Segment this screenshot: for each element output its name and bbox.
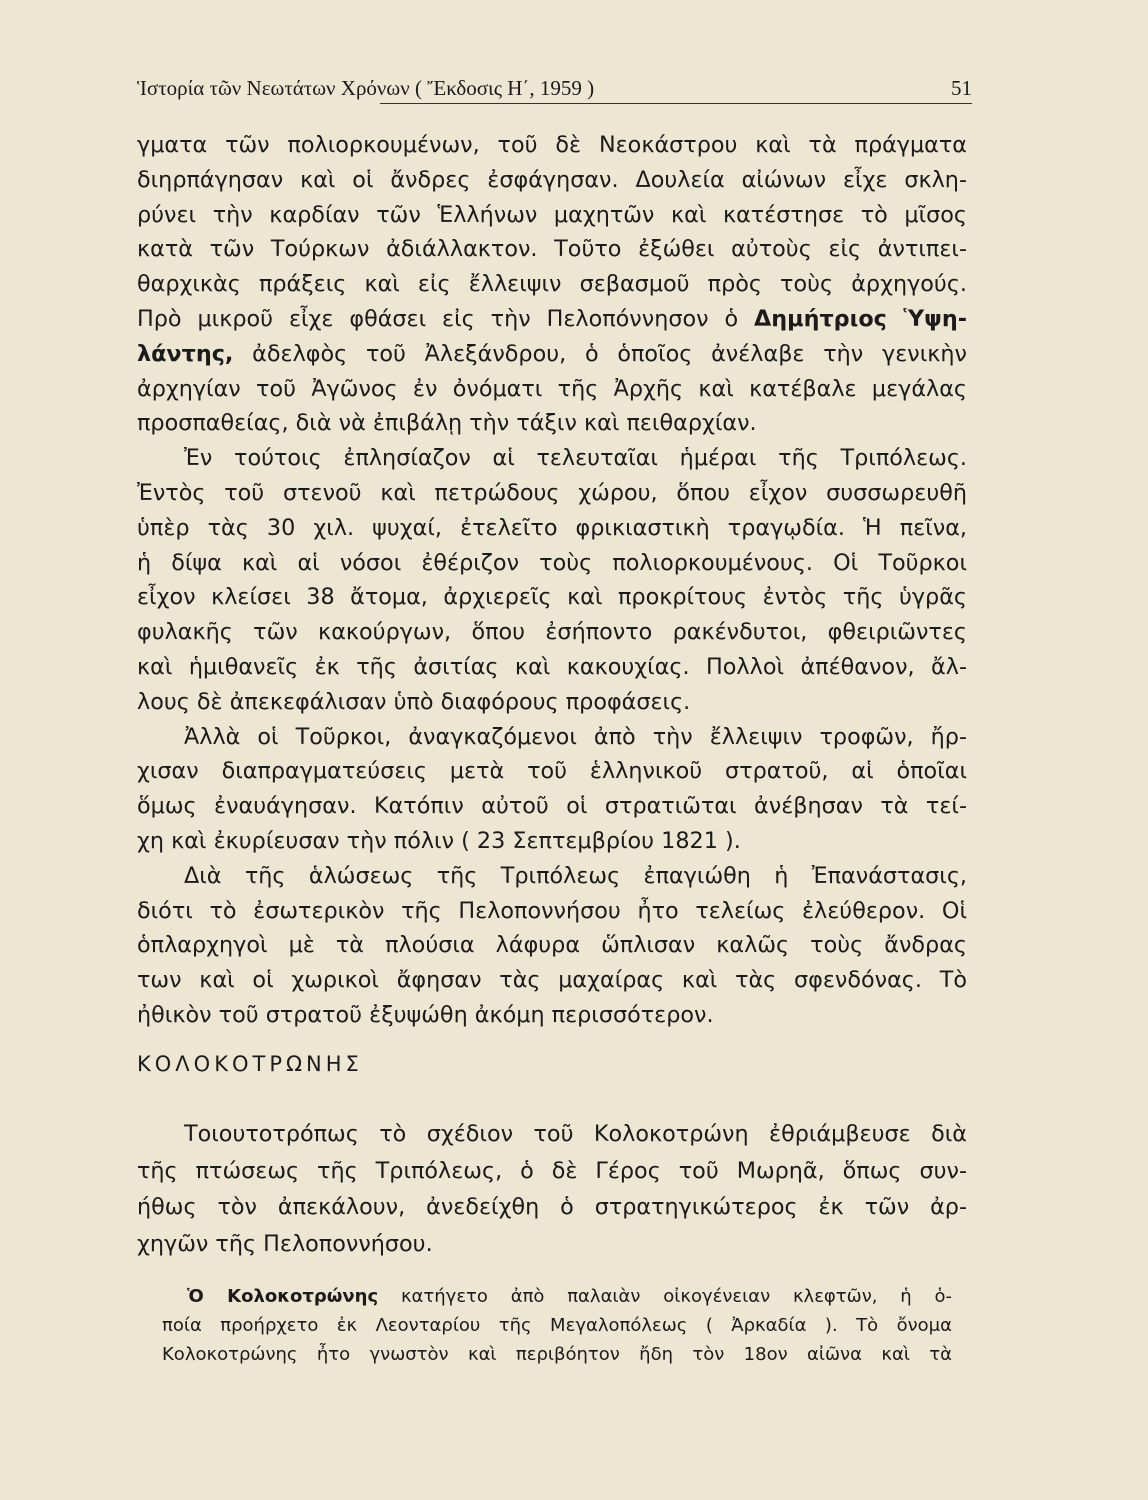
text-line: ἀρχηγίαν τοῦ Ἀγῶνος ἐν ὀνόματι τῆς Ἀρχῆς καὶ κατέβαλε μεγάλας	[137, 375, 967, 402]
text-fragment: ἀδελφὸς τοῦ Ἀλεξάνδρου, ὁ ὁποῖος ἀνέλαβε τὴν γενικὴν	[252, 340, 967, 367]
text-line	[137, 337, 967, 372]
text-line: προσπαθείας, διὰ νὰ ἐπιβάλῃ τὴν τάξιν καὶ πειθαρχίαν.	[137, 410, 757, 437]
footnote-line: Κολοκοτρώνης ἦτο γνωστὸν καὶ περιβόητον ἤδη τὸν 18ον αἰῶνα καὶ τὰ	[162, 1344, 952, 1365]
text-fragment: Πρὸ μικροῦ εἶχε φθάσει εἰς τὴν Πελοπόννησον ὁ	[137, 305, 739, 332]
text-line: θαρχικὰς πράξεις καὶ εἰς ἔλλειψιν σεβασμοῦ πρὸς τοὺς ἀρχηγούς.	[137, 271, 967, 298]
text-line: Ἐν τούτοις ἐπλησίαζον αἱ τελευταῖαι ἡμέραι τῆς Τριπόλεως.	[184, 445, 967, 472]
text-line: διηρπάγησαν καὶ οἱ ἄνδρες ἐσφάγησαν. Δουλεία αἰώνων εἶχε σκλη-	[137, 166, 967, 193]
text-line: γματα τῶν πολιορκουμένων, τοῦ δὲ Νεοκάστρου καὶ τὰ πράγματα	[137, 132, 967, 158]
text-line: ρύνει τὴν καρδίαν τῶν Ἑλλήνων μαχητῶν καὶ κατέστησε τὸ μῖσος	[137, 201, 967, 228]
footnote-bold-name: Ὁ Κολοκοτρώνης	[187, 1286, 379, 1307]
text-line	[137, 302, 967, 337]
text-line: χισαν διαπραγματεύσεις μετὰ τοῦ ἑλληνικοῦ στρατοῦ, αἱ ὁποῖαι	[137, 758, 967, 785]
text-line: κατὰ τῶν Τούρκων ἀδιάλλακτον. Τοῦτο ἐξώθει αὐτοὺς εἰς ἀντιπει-	[137, 236, 967, 263]
text-line: Διὰ τῆς ἁλώσεως τῆς Τριπόλεως ἐπαγιώθη ἡ Ἐπανάστασις,	[184, 862, 967, 889]
text-line: Τοιουτοτρόπως τὸ σχέδιον τοῦ Κολοκοτρώνη ἐθριάμβευσε διὰ	[184, 1121, 967, 1147]
footnote-line: ποία προήρχετο ἐκ Λεονταρίου τῆς Μεγαλοπόλεως ( Ἀρκαδία ). Τὸ ὄνομα	[162, 1315, 952, 1336]
text-line: των καὶ οἱ χωρικοὶ ἄφησαν τὰς μαχαίρας καὶ τὰς σφενδόνας. Τὸ	[137, 967, 967, 994]
text-line: ὅμως ἐναυάγησαν. Κατόπιν αὐτοῦ οἱ στρατιῶται ἀνέβησαν τὰ τεί-	[137, 793, 967, 820]
section-text	[137, 1116, 967, 1263]
text-line: καὶ ἡμιθανεῖς ἐκ τῆς ἀσιτίας καὶ κακουχίας. Πολλοὶ ἀπέθανον, ἄλ-	[137, 653, 967, 680]
text-line: ἡ δίψα καὶ αἱ νόσοι ἐθέριζον τοὺς πολιορκουμένους. Οἱ Τοῦρκοι	[137, 549, 967, 576]
running-header	[137, 76, 972, 106]
main-text	[137, 128, 967, 1033]
text-line: λους δὲ ἀπεκεφάλισαν ὑπὸ διαφόρους προφάσεις.	[137, 688, 691, 715]
text-line: χηγῶν τῆς Πελοποννήσου.	[137, 1231, 433, 1258]
text-line: ὑπὲρ τὰς 30 χιλ. ψυχαί, ἐτελεῖτο φρικιαστικὴ τραγῳδία. Ἡ πεῖνα,	[137, 514, 967, 541]
text-line: ἠθικὸν τοῦ στρατοῦ ἐξυψώθη ἀκόμη περισσότερον.	[137, 1001, 714, 1028]
text-line: εἶχον κλείσει 38 ἄτομα, ἀρχιερεῖς καὶ προκρίτους ἐντὸς τῆς ὑγρᾶς	[137, 584, 967, 611]
text-line: φυλακῆς τῶν κακούργων, ὅπου ἐσήποντο ρακένδυτοι, φθειριῶντες	[137, 619, 967, 646]
section-heading: ΚΟΛΟΚΟΤΡΩΝΗΣ	[137, 1052, 363, 1076]
text-line: Ἀλλὰ οἱ Τοῦρκοι, ἀναγκαζόμενοι ἀπὸ τὴν ἔλλειψιν τροφῶν, ἤρ-	[184, 723, 967, 750]
text-line: ὁπλαρχηγοὶ μὲ τὰ πλούσια λάφυρα ὥπλισαν καλῶς τοὺς ἄνδρας	[137, 932, 967, 959]
text-line: διότι τὸ ἐσωτερικὸν τῆς Πελοποννήσου ἦτο τελείως ἐλεύθερον. Οἱ	[137, 897, 967, 924]
text-line: χη καὶ ἐκυρίευσαν τὴν πόλιν ( 23 Σεπτεμβρίου 1821 ).	[137, 827, 741, 854]
header-rule	[380, 103, 972, 104]
text-line: τῆς πτώσεως τῆς Τριπόλεως, ὁ δὲ Γέρος τοῦ Μωρηᾶ, ὅπως συν-	[137, 1157, 967, 1184]
book-title: Ἱστορία τῶν Νεωτάτων Χρόνων ( Ἔκδοσις Η΄, 1959 )	[137, 76, 595, 100]
text-line: Ἐντὸς τοῦ στενοῦ καὶ πετρώδους χώρου, ὅπου εἶχον συσσωρευθῆ	[137, 479, 967, 506]
text-fragment: κατήγετο ἀπὸ παλαιὰν οἰκογένειαν κλεφτῶν, ἡ ὁ-	[400, 1286, 952, 1307]
ypsilantis-name: Δημήτριος Ὑψη-	[754, 305, 967, 332]
footnote	[162, 1282, 952, 1369]
ypsilantis-name-end: λάντης,	[137, 340, 234, 367]
text-line: ήθως τὸν ἀπεκάλουν, ἀνεδείχθη ὁ στρατηγικώτερος ἐκ τῶν ἀρ-	[137, 1194, 967, 1221]
footnote-line	[162, 1282, 952, 1311]
page-number: 51	[951, 76, 972, 100]
